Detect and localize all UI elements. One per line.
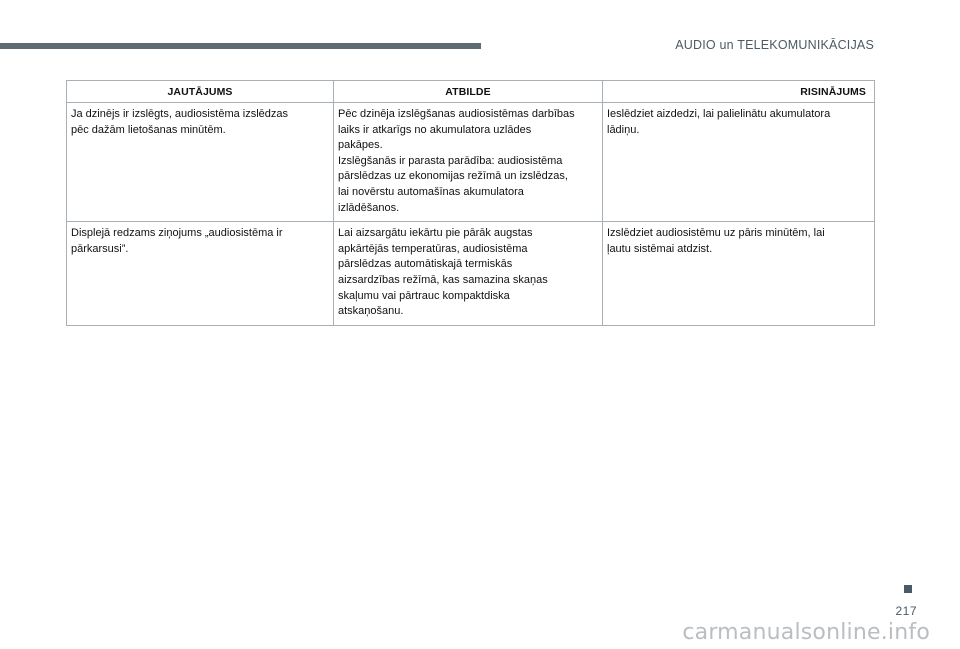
watermark-text: carmanualsonline.info: [682, 620, 930, 645]
solution-cell: Izslēdziet audiosistēmu uz pāris minūtēm, lai ļautu sistēmai atdzist.: [603, 222, 875, 326]
question-cell: Ja dzinējs ir izslēgts, audiosistēma izslēdzas pēc dažām lietošanas minūtēm.: [67, 103, 334, 222]
answer-cell: Pēc dzinēja izslēgšanas audiosistēmas darbības laiks ir atkarīgs no akumulatora uzlādes pakāpes. Izslēgšanās ir parasta parādība: audiosistēma pārslēdzas uz ekonomijas režīmā un izslēdzas, lai novērstu automašīnas akumulatora izlādēšanos.: [334, 103, 603, 222]
troubleshooting-table: [66, 80, 875, 326]
section-title: AUDIO un TELEKOMUNIKĀCIJAS: [675, 38, 874, 52]
question-cell: Displejā redzams ziņojums „audiosistēma ir pārkarsusi”.: [67, 222, 334, 326]
table-row: [67, 103, 875, 222]
page-marker-square: [904, 585, 912, 593]
column-header-solution: RISINĀJUMS: [603, 81, 875, 103]
column-header-question: JAUTĀJUMS: [67, 81, 334, 103]
column-header-answer: ATBILDE: [334, 81, 603, 103]
solution-cell: Ieslēdziet aizdedzi, lai palielinātu akumulatora lādiņu.: [603, 103, 875, 222]
table-header-row: [67, 81, 875, 103]
answer-cell: Lai aizsargātu iekārtu pie pārāk augstas apkārtējās temperatūras, audiosistēma pārslēdzas automātiskajā termiskās aizsardzības režīmā, kas samazina skaņas skaļumu vai pārtrauc kompaktdiska atskaņošanu.: [334, 222, 603, 326]
table-row: [67, 222, 875, 326]
header-accent-bar: [0, 43, 481, 49]
page-number: 217: [895, 604, 917, 618]
